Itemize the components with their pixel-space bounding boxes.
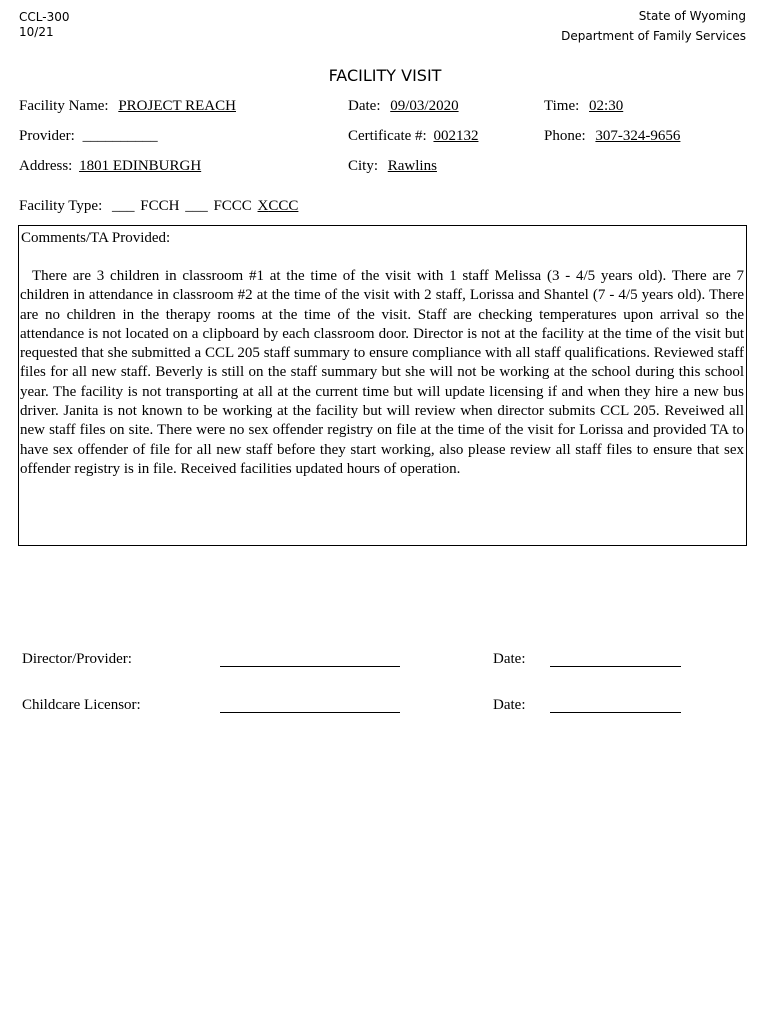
time-value: 02:30 [589,98,624,114]
licensor-signature-line[interactable] [220,712,400,713]
facility-type-fccc: FCCC [213,198,252,214]
city-label: City: [348,158,379,174]
address-row [19,157,201,175]
date-label: Date: [348,98,381,114]
facility-type-row [19,197,298,215]
facility-name-label: Facility Name: [19,98,109,114]
provider-label: Provider: [19,128,75,144]
director-date-label: Date: [493,651,526,667]
agency-department: Department of Family Services [561,29,746,43]
certificate-row [348,127,478,145]
address-label: Address: [19,158,73,174]
certificate-value: 002132 [433,128,479,144]
director-provider-label: Director/Provider: [22,651,132,667]
facility-name-row [19,97,236,115]
childcare-licensor-label: Childcare Licensor: [22,697,141,713]
phone-label: Phone: [544,128,586,144]
facility-name-value: PROJECT REACH [118,98,236,114]
director-signature-line[interactable] [220,666,400,667]
form-number: CCL-300 [19,10,70,24]
date-row [348,97,459,115]
comments-text: There are 3 children in classroom #1 at the time of the visit with 1 staff Melissa (3 - 4/5 years old). There are 7 children in attendance in classroom #2 at the time of the visit with 2 staff, Lorissa and Shantel (7 - 4/5 years old). There are no children in the therapy rooms at the time of the visit. Staff are checking temperatures upon arrival so the attendance is not located on a clipboard by each classroom door. Director is not at the facility at the time of the visit but requested that she submitted a CCL 205 staff summary to ensure compliance with all staff qualifications. Reviewed staff files for all new staff. Beverly is still on the staff summary but she will not be working at the school during this school year. The facility is not transporting at all at the current time but will update licensing if and when they hire a new bus driver. Janita is not known to be working at the facility but will review when director submits CCL 205. Reveiwed all new staff files on site. There were no sex offender registry on file at the time of the visit for Lorissa and provided TA to have sex offender of file for all new staff before they start working, also please review all staff files to ensure that sex offender registry is in file. Received facilities updated hours of operation. [20,268,744,477]
provider-row [19,127,158,145]
facility-type-ccc: CCC [268,198,299,214]
time-row [544,97,623,115]
licensor-date-line[interactable] [550,712,681,713]
date-value: 09/03/2020 [390,98,459,114]
city-row [348,157,437,175]
agency-state: State of Wyoming [638,9,746,23]
form-revision-date: 10/21 [19,25,54,39]
address-value: 1801 EDINBURGH [79,158,202,174]
page-title: FACILITY VISIT [328,66,442,85]
agency-block [561,6,746,46]
certificate-label: Certificate #: [348,128,427,144]
phone-row [544,127,680,145]
director-date-line[interactable] [550,666,681,667]
phone-value: 307-324-9656 [595,128,681,144]
facility-type-fcch-mark: ___ [112,198,135,214]
time-label: Time: [544,98,580,114]
city-value: Rawlins [387,158,437,174]
facility-type-fcch: FCCH [140,198,180,214]
licensor-date-label: Date: [493,697,526,713]
comments-box [18,225,747,546]
provider-value: __________ [82,128,158,144]
facility-type-ccc-mark: X [257,198,269,214]
facility-type-fccc-mark: ___ [185,198,208,214]
form-id-block [19,10,69,40]
facility-type-label: Facility Type: [19,198,103,214]
comments-label: Comments/TA Provided: [21,230,171,246]
